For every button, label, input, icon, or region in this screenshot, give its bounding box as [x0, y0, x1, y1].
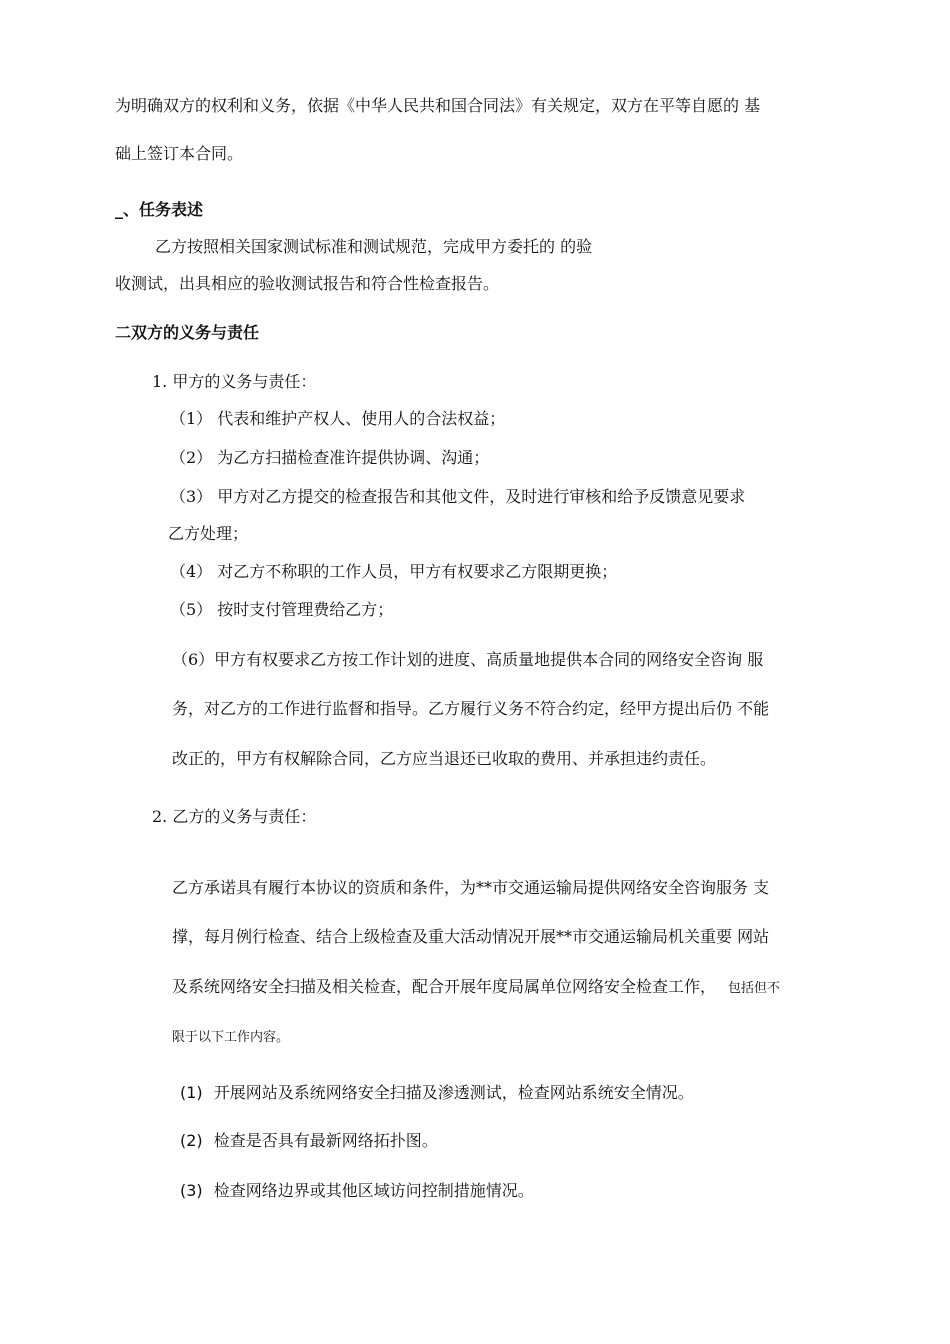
party-a-item: （6）甲方有权要求乙方按工作计划的进度、高质量地提供本合同的网络安全咨询 服	[172, 650, 764, 669]
party-b-para-line-3-text: 及系统网络安全扫描及相关检查，配合开展年度局属单位网络安全检查工作，	[172, 977, 717, 996]
party-b-item-number: (1)	[180, 1083, 203, 1102]
party-b-item	[180, 1130, 438, 1152]
party-b-item-text: 检查是否具有最新网络拓扑图。	[213, 1131, 438, 1150]
intro-line-2: 础上签订本合同。	[115, 144, 244, 163]
party-b-item-text: 检查网络边界或其他区域访问控制措施情况。	[213, 1181, 534, 1200]
section-1-heading: _、任务表述	[115, 200, 204, 219]
party-b-para-line-3	[172, 976, 780, 1000]
party-a-item-continued: 改正的，甲方有权解除合同，乙方应当退还已收取的费用、并承担违约责任。	[172, 749, 717, 768]
party-b-label: 2. 乙方的义务与责任：	[152, 807, 317, 826]
section-1-body-line-2: 收测试，出具相应的验收测试报告和符合性检查报告。	[115, 274, 500, 293]
party-a-item: （4） 对乙方不称职的工作人员，甲方有权要求乙方限期更换；	[170, 562, 618, 581]
section-1-body-line-1: 乙方按照相关国家测试标准和测试规范，完成甲方委托的 的验	[155, 237, 593, 256]
party-b-para-line-1: 乙方承诺具有履行本协议的资质和条件，为**市交通运输局提供网络安全咨询服务 支	[172, 878, 770, 897]
party-b-item-number: (3)	[180, 1181, 203, 1200]
party-b-item-text: 开展网站及系统网络安全扫描及渗透测试，检查网站系统安全情况。	[213, 1083, 694, 1102]
party-a-item: （3） 甲方对乙方提交的检查报告和其他文件，及时进行审核和给予反馈意见要求	[170, 487, 746, 506]
section-2-heading: 二双方的义务与责任	[115, 323, 260, 342]
intro-line-1: 为明确双方的权利和义务，依据《中华人民共和国合同法》有关规定，双方在平等自愿的 基	[115, 96, 761, 115]
party-a-item: （2） 为乙方扫描检查准许提供协调、沟通；	[170, 448, 490, 467]
party-a-item-continued: 务，对乙方的工作进行监督和指导。乙方履行义务不符合约定，经甲方提出后仍 不能	[172, 699, 770, 718]
party-b-para-line-3-tail: 包括但不	[728, 981, 781, 996]
party-a-label: 1. 甲方的义务与责任：	[152, 372, 317, 391]
party-a-item: （1） 代表和维护产权人、使用人的合法权益；	[170, 409, 506, 428]
party-b-item	[180, 1180, 534, 1202]
party-b-para-line-2: 撑，每月例行检查、结合上级检查及重大活动情况开展**市交通运输局机关重要 网站	[172, 927, 770, 946]
party-b-para-line-4: 限于以下工作内容。	[172, 1030, 290, 1045]
party-a-item-continued: 乙方处理；	[168, 524, 249, 543]
party-a-item: （5） 按时支付管理费给乙方；	[170, 600, 394, 619]
party-b-item	[180, 1082, 694, 1104]
party-b-item-number: (2)	[180, 1131, 203, 1150]
